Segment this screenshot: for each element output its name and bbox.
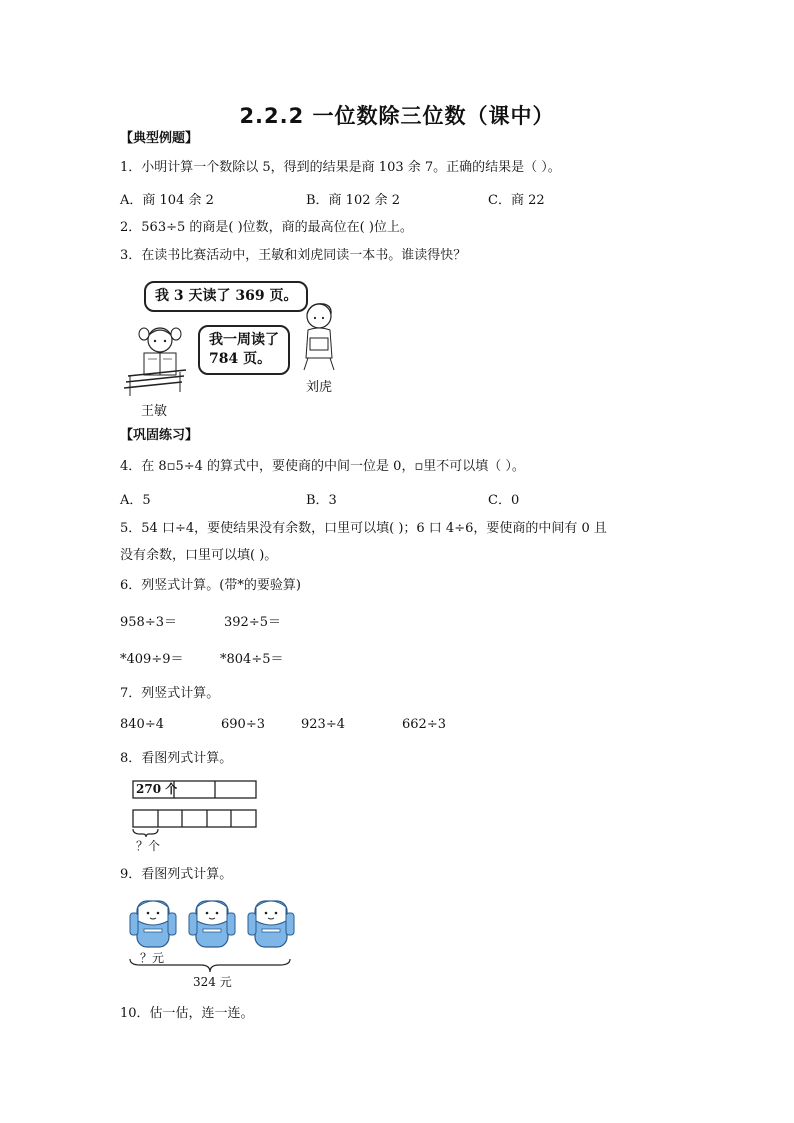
question-2: 2．563÷5 的商是( )位数，商的最高位在( )位上。 xyxy=(120,220,413,235)
q4-option-a: A．5 xyxy=(120,493,151,508)
speech-bubble-liuhu xyxy=(144,281,308,312)
question-3: 3．在读书比赛活动中，王敏和刘虎同读一本书。谁读得快？ xyxy=(120,248,467,263)
q6-item-3: *409÷9＝ xyxy=(120,652,184,667)
backpack-icon xyxy=(128,893,178,951)
page-title: 2.2.2 一位数除三位数（课中） xyxy=(239,104,555,128)
backpack-row xyxy=(128,893,298,953)
total-brace-icon xyxy=(128,958,294,974)
q1-option-a: A．商 104 余 2 xyxy=(120,193,214,208)
q6-item-4: *804÷5＝ xyxy=(220,652,284,667)
backpack-icon xyxy=(187,893,237,951)
question-1: 1．小明计算一个数除以 5，得到的结果是商 103 余 7。正确的结果是（ ）。 xyxy=(120,160,561,175)
name-liuhu: 刘虎 xyxy=(306,380,333,395)
bar-top-label: 270 个 xyxy=(136,782,178,796)
question-5-line-1: 5．54 口÷4，要使结果没有余数，口里可以填( )；6 口 4÷6，要使商的中间有 0 且 xyxy=(120,521,607,536)
brace-icon xyxy=(130,828,164,838)
q4-option-b: B．3 xyxy=(306,493,337,508)
question-6: 6．列竖式计算。(带*的要验算) xyxy=(120,578,301,593)
q6-item-1: 958÷3＝ xyxy=(120,615,177,630)
bar-bottom-label: ？个 xyxy=(136,839,161,853)
section-typical-examples: 【典型例题】 xyxy=(120,131,199,146)
q1-option-b: B．商 102 余 2 xyxy=(306,193,401,208)
bubble-text: 我 3 天读了 369 页。 xyxy=(155,288,298,304)
q7-item-1: 840÷4 xyxy=(120,717,164,732)
part-price-label: ？元 xyxy=(140,951,165,965)
q4-option-c: C．0 xyxy=(488,493,520,508)
boy-reading-icon xyxy=(296,300,342,372)
question-7: 7．列竖式计算。 xyxy=(120,686,220,701)
backpack-icon xyxy=(246,893,296,951)
q7-item-4: 662÷3 xyxy=(402,717,446,732)
bubble-text-line2: 784 页。 xyxy=(209,351,272,367)
q7-item-2: 690÷3 xyxy=(221,717,265,732)
question-5-line-2: 没有余数，口里可以填( )。 xyxy=(120,548,278,563)
question-8: 8．看图列式计算。 xyxy=(120,751,233,766)
total-price-label: 324 元 xyxy=(193,975,232,989)
question-10: 10．估一估，连一连。 xyxy=(120,1006,254,1021)
girl-reading-icon xyxy=(120,320,200,400)
section-practice: 【巩固练习】 xyxy=(120,428,199,443)
q7-item-3: 923÷4 xyxy=(301,717,345,732)
name-wangmin: 王敏 xyxy=(141,404,168,419)
question-4: 4．在 8▫5÷4 的算式中，要使商的中间一位是 0，▫里不可以填（ ）。 xyxy=(120,459,525,474)
q1-option-c: C．商 22 xyxy=(488,193,545,208)
bubble-text-line1: 我一周读了 xyxy=(209,332,279,348)
q6-item-2: 392÷5＝ xyxy=(224,615,281,630)
question-9: 9．看图列式计算。 xyxy=(120,867,233,882)
speech-bubble-wangmin xyxy=(198,325,290,375)
